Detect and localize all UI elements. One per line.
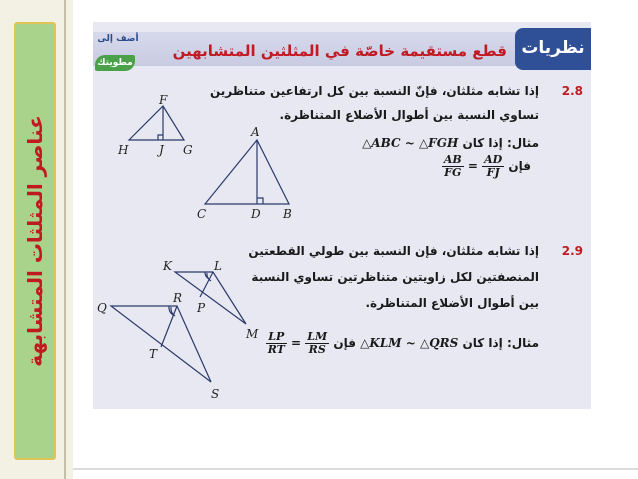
example-if: إذا كان bbox=[462, 136, 503, 150]
vertex-label: F bbox=[159, 93, 168, 107]
vertex-label: L bbox=[214, 259, 222, 273]
example-line bbox=[362, 136, 539, 150]
fraction-denominator: RT bbox=[267, 343, 285, 356]
foldable-badge: مطويتك bbox=[95, 55, 135, 71]
fraction-numerator: LM bbox=[307, 330, 328, 343]
vertex-label: D bbox=[251, 207, 261, 221]
vertex-label: M bbox=[246, 327, 259, 341]
theorem-text-line: إذا تشابه مثلثان، فإن النسبة بين طولي القطعتين bbox=[248, 244, 539, 258]
altitude-figure bbox=[93, 92, 313, 227]
triangle-abc bbox=[205, 140, 289, 204]
vertex-label: G bbox=[183, 143, 193, 157]
fraction bbox=[442, 154, 464, 179]
theorem-text-line: المنصفتين لكل زاويتين متناظرتين تساوي النسبة bbox=[251, 270, 539, 284]
theorem-text-line: بين أطوال الأضلاع المتناظرة. bbox=[365, 296, 539, 310]
example-label: مثال: bbox=[506, 336, 539, 350]
triangle-qrs bbox=[111, 306, 211, 382]
side-title: عناصر المثلثات المتشابهة bbox=[23, 115, 47, 367]
footer-divider bbox=[73, 468, 638, 470]
textbook-page bbox=[93, 22, 591, 409]
theorem-number: 2.9 bbox=[561, 244, 583, 258]
bisector-rt bbox=[161, 306, 177, 347]
fraction-numerator: AD bbox=[484, 153, 503, 166]
vertex-label: H bbox=[118, 143, 129, 157]
similarity-relation: △KLM ~ △QRS bbox=[360, 336, 459, 350]
then-label: فإن bbox=[333, 336, 356, 350]
example-label: مثال: bbox=[506, 136, 539, 150]
theorem-text-line: إذا تشابه مثلثان، فإنّ النسبة بين كل ارتفاعين متناظرين bbox=[209, 84, 539, 98]
theorems-tab bbox=[515, 28, 591, 70]
theorems-tab-label: نظريات bbox=[521, 38, 585, 58]
bisector-figure bbox=[93, 234, 313, 404]
then-label: فإن bbox=[508, 159, 531, 173]
rail-divider bbox=[64, 0, 66, 479]
page-heading: قطع مستقيمة خاصّة في المثلثين المتشابهين bbox=[172, 42, 507, 60]
similarity-relation: △ABC ~ △FGH bbox=[362, 136, 459, 150]
vertex-label: S bbox=[211, 387, 220, 401]
fraction-denominator: RS bbox=[308, 343, 326, 356]
example-result: فإن $\frac{AD}{FJ}$ = $\frac{AB}{FG}$ bbox=[443, 153, 531, 179]
vertex-label: B bbox=[283, 207, 292, 221]
side-title-panel bbox=[14, 22, 56, 460]
fraction-denominator: FG bbox=[444, 166, 462, 179]
fraction-denominator: FJ bbox=[486, 166, 500, 179]
vertex-label: T bbox=[149, 347, 158, 361]
add-to-label: أضف إلى bbox=[97, 34, 139, 44]
theorem-text-line: تساوي النسبة بين أطوال الأضلاع المتناظرة. bbox=[279, 108, 539, 122]
fraction bbox=[482, 154, 504, 179]
vertex-label: P bbox=[197, 301, 206, 315]
example-line: مثال: إذا كان △KLM ~ △QRS فإن $\frac{LM}{RS}$ = $\frac{LP}{RT}$ bbox=[267, 330, 539, 356]
fraction-numerator: AB bbox=[443, 153, 462, 166]
theorem-number: 2.8 bbox=[561, 84, 583, 98]
example-if: إذا كان bbox=[462, 336, 503, 350]
vertex-label: A bbox=[251, 125, 260, 139]
triangle-fgh bbox=[129, 106, 184, 140]
vertex-label: Q bbox=[97, 301, 107, 315]
triangle-klm bbox=[175, 272, 246, 324]
vertex-label: J bbox=[159, 143, 164, 157]
vertex-label: K bbox=[163, 259, 172, 273]
vertex-label: C bbox=[197, 207, 207, 221]
fraction-numerator: LP bbox=[266, 331, 287, 344]
vertex-label: R bbox=[173, 291, 183, 305]
